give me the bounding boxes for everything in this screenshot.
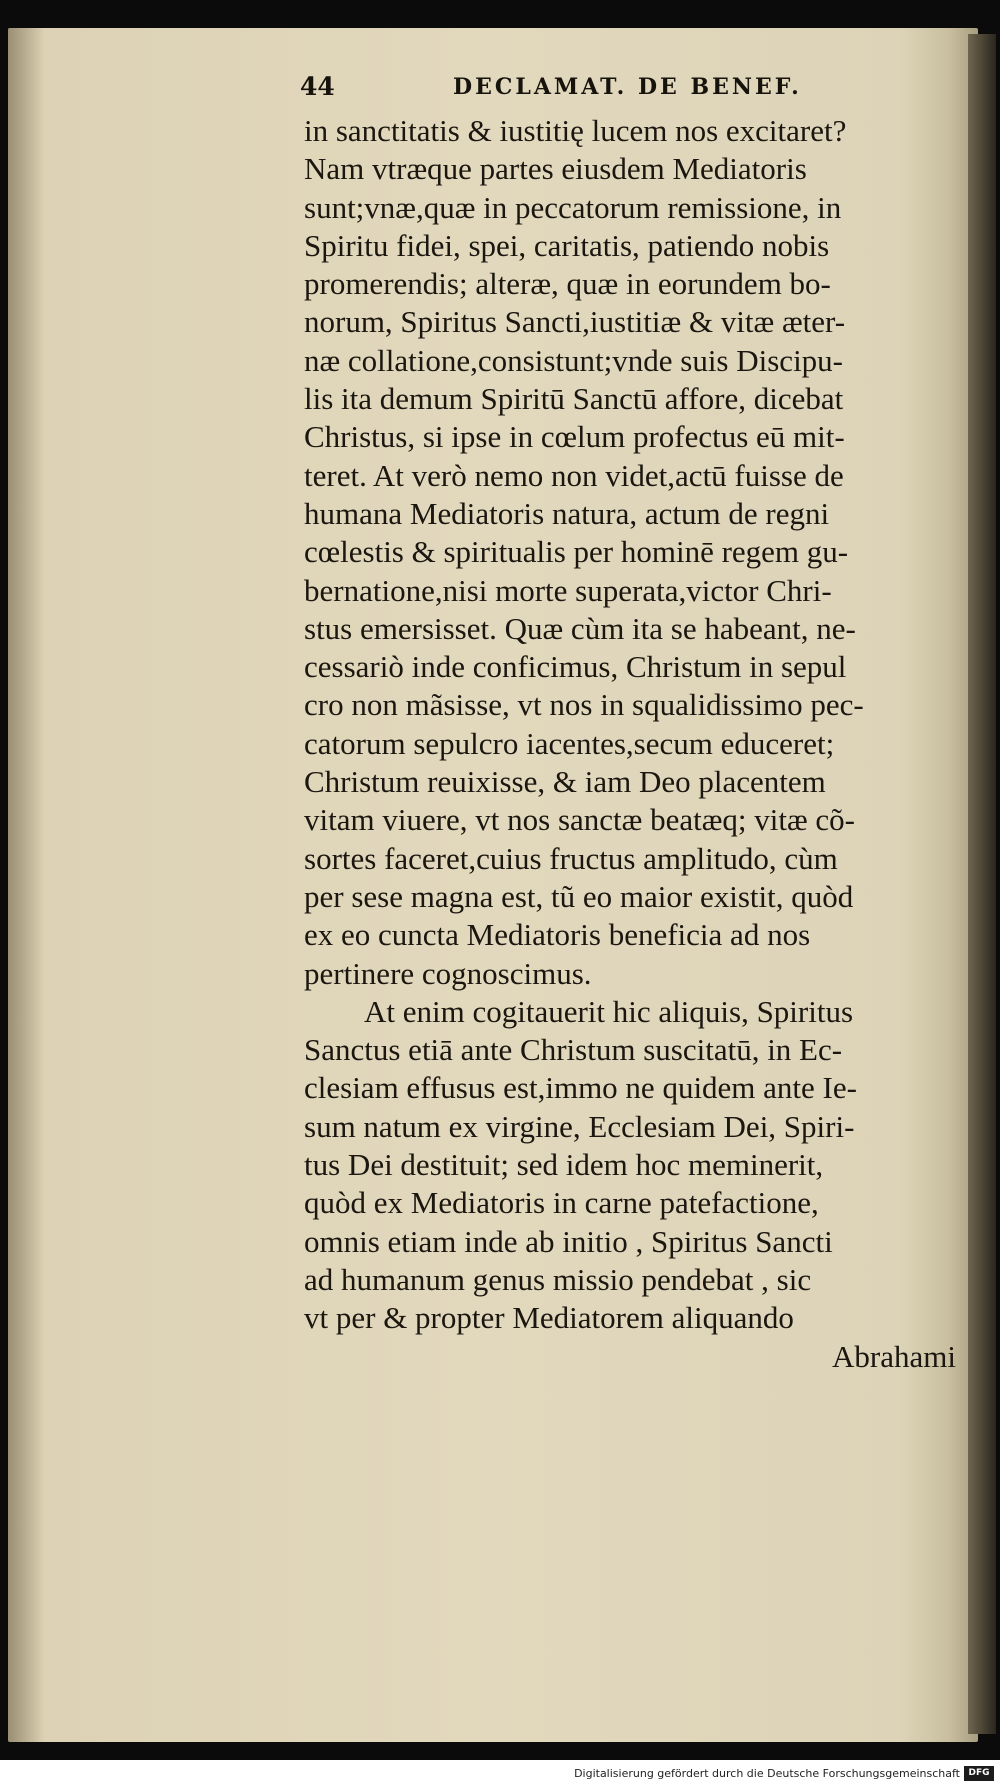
body-text [304, 112, 964, 1376]
text-line: sortes faceret,cuius fructus amplitudo, cùm [304, 840, 838, 876]
text-line: norum, Spiritus Sancti,iustitiæ & vitæ æter- [304, 304, 846, 340]
text-line: Christus, si ipse in cœlum profectus eū mit- [304, 419, 845, 455]
text-line: per sese magna est, tũ eo maior existit, quòd [304, 878, 854, 914]
paragraph-first-line: At enim cogitauerit hic aliquis, Spiritus [364, 993, 854, 1029]
text-line: tus Dei destituit; sed idem hoc meminerit, [304, 1147, 824, 1183]
text-line: næ collatione,consistunt;vnde suis Discipu- [304, 342, 844, 378]
text-line: stus emersisset. Quæ cùm ita se habeant, ne- [304, 610, 856, 646]
text-line: sunt;vnæ,quæ in peccatorum remissione, in [304, 189, 842, 225]
text-line: clesiam effusus est,immo ne quidem ante Ie- [304, 1070, 857, 1106]
text-line: vt per & propter Mediatorem aliquando [304, 1300, 794, 1336]
text-line: quòd ex Mediatoris in carne patefactione, [304, 1185, 819, 1221]
text-line: lis ita demum Spiritū Sanctū affore, dicebat [304, 381, 844, 417]
text-line: Spiritu fidei, spei, caritatis, patiendo nobis [304, 227, 830, 263]
text-line: teret. At verò nemo non videt,actū fuisse de [304, 457, 844, 493]
text-line: cro non mãsisse, vt nos in squalidissimo pec- [304, 687, 864, 723]
gutter-shadow [8, 28, 44, 1742]
text-line: in sanctitatis & iustitię lucem nos excitaret? [304, 113, 847, 148]
text-line: Sanctus etiā ante Christum suscitatū, in Ec- [304, 1032, 843, 1068]
running-head: DECLAMAT. DE BENEF. [453, 74, 802, 100]
text-line: pertinere cognoscimus. [304, 955, 592, 991]
text-line: Christum reuixisse, & iam Deo placentem [304, 764, 826, 800]
text-line: Nam vtræque partes eiusdem Mediatoris [304, 151, 807, 187]
text-line: humana Mediatoris natura, actum de regni [304, 495, 830, 531]
text-line: sum natum ex virgine, Ecclesiam Dei, Spiri- [304, 1108, 855, 1144]
text-line: omnis etiam inde ab initio , Spiritus Sancti [304, 1223, 833, 1259]
dfg-logo: DFG [964, 1766, 994, 1781]
catchword: Abrahami [832, 1338, 956, 1374]
text-line: ad humanum genus missio pendebat , sic [304, 1261, 812, 1297]
digitization-footer [0, 1760, 1000, 1788]
page-number: 44 [300, 72, 335, 101]
funding-credit: Digitalisierung gefördert durch die Deutsche Forschungsgemeinschaft [574, 1767, 960, 1780]
text-line: cessariò inde conficimus, Christum in sepul [304, 649, 847, 685]
text-line: catorum sepulcro iacentes,secum educeret; [304, 725, 835, 761]
text-line: cœlestis & spiritualis per hominē regem gu- [304, 534, 849, 570]
text-line: vitam viuere, vt nos sanctæ beatæq; vitæ cõ- [304, 802, 856, 838]
text-line: ex eo cuncta Mediatoris beneficia ad nos [304, 917, 811, 953]
text-line: bernatione,nisi morte superata,victor Chri- [304, 572, 832, 608]
page-edge [968, 34, 996, 1734]
text-line: promerendis; alteræ, quæ in eorundem bo- [304, 266, 831, 302]
page-header [300, 70, 960, 110]
